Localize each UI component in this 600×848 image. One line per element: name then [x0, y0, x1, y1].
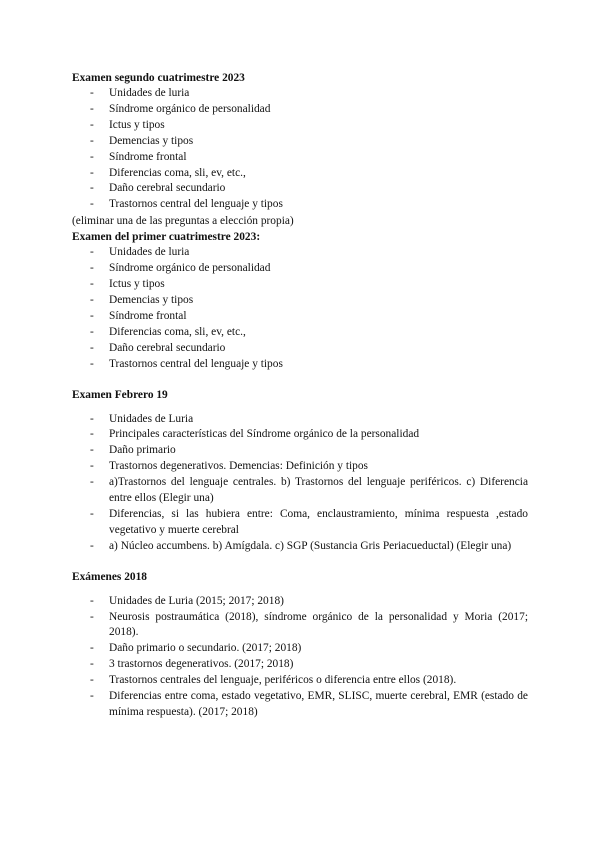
topic-list: [72, 86, 528, 213]
list-item: - Síndrome frontal: [72, 150, 528, 166]
list-item: - a)Trastornos del lenguaje centrales. b) Trastornos del lenguaje periféricos. c) Diferencia entre ellos (Elegir una): [72, 475, 528, 507]
list-item: - Unidades de luria: [72, 86, 528, 102]
list-item: - Daño primario o secundario. (2017; 2018): [72, 641, 528, 657]
topic-list: [72, 594, 528, 721]
list-item: - Demencias y tipos: [72, 293, 528, 309]
list-item: - Trastornos central del lenguaje y tipos: [72, 197, 528, 213]
spacer: [72, 403, 528, 412]
list-item: - Trastornos degenerativos. Demencias: Definición y tipos: [72, 459, 528, 475]
list-item: - Diferencias, si las hubiera entre: Coma, enclaustramiento, mínima respuesta ,estado vegetativo y muerte cerebral: [72, 507, 528, 539]
list-item: - a) Núcleo accumbens. b) Amígdala. c) SGP (Sustancia Gris Periacueductal) (Elegir una): [72, 539, 528, 555]
list-item: - Ictus y tipos: [72, 118, 528, 134]
section-heading: Examen Febrero 19: [72, 388, 168, 401]
list-item: - Ictus y tipos: [72, 277, 528, 293]
list-item: - Daño cerebral secundario: [72, 181, 528, 197]
list-item: - Demencias y tipos: [72, 134, 528, 150]
topic-list: [72, 245, 528, 372]
list-item: - Daño cerebral secundario: [72, 341, 528, 357]
topic-list: [72, 412, 528, 555]
list-item: - Diferencias coma, sli, ev, etc.,: [72, 166, 528, 182]
list-item: - Síndrome orgánico de personalidad: [72, 102, 528, 118]
list-item: - Neurosis postraumática (2018), síndrome orgánico de la personalidad y Moria (2017; 2018).: [72, 610, 528, 642]
list-item: - Síndrome frontal: [72, 309, 528, 325]
spacer: [72, 373, 528, 387]
spacer: [72, 585, 528, 594]
section-note: (eliminar una de las preguntas a elección propia): [72, 215, 294, 228]
list-item: - Daño primario: [72, 443, 528, 459]
list-item: - Principales características del Síndrome orgánico de la personalidad: [72, 427, 528, 443]
list-item: - Trastornos centrales del lenguaje, periféricos o diferencia entre ellos (2018).: [72, 673, 528, 689]
list-item: - Trastornos central del lenguaje y tipos: [72, 357, 528, 373]
list-item: - Unidades de Luria: [72, 412, 528, 428]
list-item: - Diferencias entre coma, estado vegetativo, EMR, SLISC, muerte cerebral, EMR (estado de mínima respuesta). (2017; 2018): [72, 689, 528, 721]
section-heading: Examen segundo cuatrimestre 2023: [72, 72, 245, 84]
list-item: - Unidades de Luria (2015; 2017; 2018): [72, 594, 528, 610]
document-page: [72, 70, 528, 721]
list-item: - Síndrome orgánico de personalidad: [72, 261, 528, 277]
spacer: [72, 555, 528, 569]
list-item: - 3 trastornos degenerativos. (2017; 2018): [72, 657, 528, 673]
section-heading: Exámenes 2018: [72, 570, 147, 583]
list-item: - Diferencias coma, sli, ev, etc.,: [72, 325, 528, 341]
section-heading: Examen del primer cuatrimestre 2023:: [72, 231, 261, 244]
list-item: - Unidades de luria: [72, 245, 528, 261]
